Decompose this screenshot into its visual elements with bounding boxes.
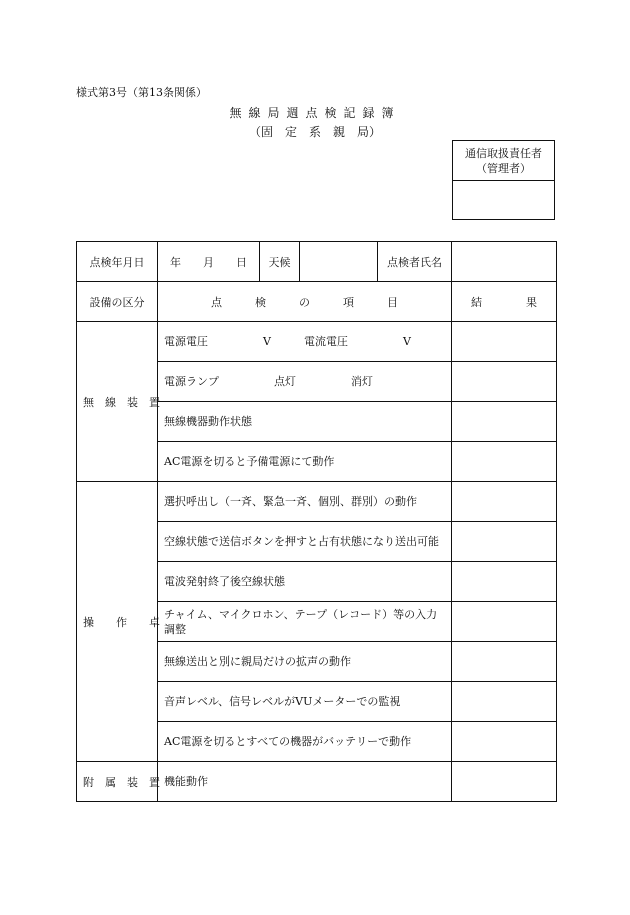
date-field[interactable]: 年 月 日 bbox=[158, 242, 260, 282]
result-cell[interactable] bbox=[452, 682, 557, 722]
result-cell[interactable] bbox=[452, 762, 557, 802]
inspection-item: 電源電圧 V 電流電圧 V bbox=[158, 322, 452, 362]
result-header: 結 果 bbox=[452, 282, 557, 322]
result-cell[interactable] bbox=[452, 402, 557, 442]
column-header-row bbox=[77, 282, 557, 322]
manager-signature-box bbox=[452, 140, 555, 220]
manager-box-title: 通信取扱責任者 bbox=[465, 147, 542, 160]
inspector-label: 点検者氏名 bbox=[378, 242, 452, 282]
section-category: 附 属 装 置 bbox=[77, 762, 158, 802]
inspection-item: 無線送出と別に親局だけの拡声の動作 bbox=[158, 642, 452, 682]
result-cell[interactable] bbox=[452, 642, 557, 682]
result-cell[interactable] bbox=[452, 322, 557, 362]
date-label: 点検年月日 bbox=[77, 242, 158, 282]
result-cell[interactable] bbox=[452, 522, 557, 562]
inspector-field[interactable] bbox=[452, 242, 557, 282]
result-cell[interactable] bbox=[452, 562, 557, 602]
inspection-item: 電源ランプ 点灯 消灯 bbox=[158, 362, 452, 402]
inspection-item: 選択呼出し（一斉、緊急一斉、個別、群別）の動作 bbox=[158, 482, 452, 522]
form-number: 様式第3号（第13条関係） bbox=[76, 86, 207, 99]
document-title: 無線局週点検記録簿 bbox=[229, 106, 401, 120]
inspection-item: 機能動作 bbox=[158, 762, 452, 802]
manager-signature-area[interactable] bbox=[453, 181, 554, 219]
weather-label: 天候 bbox=[260, 242, 300, 282]
inspection-item: 空線状態で送信ボタンを押すと占有状態になり送出可能 bbox=[158, 522, 452, 562]
inspection-item: 電波発射終了後空線状態 bbox=[158, 562, 452, 602]
inspection-item: チャイム、マイクロホン、テープ（レコード）等の入力調整 bbox=[158, 602, 452, 642]
inspection-item: 無線機器動作状態 bbox=[158, 402, 452, 442]
section-category: 無 線 装 置 bbox=[77, 322, 158, 482]
document-subtitle: （固 定 系 親 局） bbox=[248, 125, 381, 139]
inspection-row bbox=[77, 482, 557, 522]
weather-field[interactable] bbox=[300, 242, 378, 282]
manager-box-subtitle: （管理者） bbox=[476, 162, 531, 175]
inspection-item: AC電源を切ると予備電源にて動作 bbox=[158, 442, 452, 482]
result-cell[interactable] bbox=[452, 362, 557, 402]
category-header: 設備の区分 bbox=[77, 282, 158, 322]
result-cell[interactable] bbox=[452, 442, 557, 482]
manager-box-header bbox=[453, 141, 554, 181]
section-category: 操 作 卓 bbox=[77, 482, 158, 762]
inspection-row bbox=[77, 762, 557, 802]
inspection-row bbox=[77, 322, 557, 362]
result-cell[interactable] bbox=[452, 602, 557, 642]
result-cell[interactable] bbox=[452, 482, 557, 522]
inspection-table bbox=[76, 241, 557, 802]
inspection-item: 音声レベル、信号レベルがVUメーターでの監視 bbox=[158, 682, 452, 722]
result-cell[interactable] bbox=[452, 722, 557, 762]
inspection-item: AC電源を切るとすべての機器がバッテリーで動作 bbox=[158, 722, 452, 762]
date-row bbox=[77, 242, 557, 282]
items-header: 点 検 の 項 目 bbox=[158, 282, 452, 322]
